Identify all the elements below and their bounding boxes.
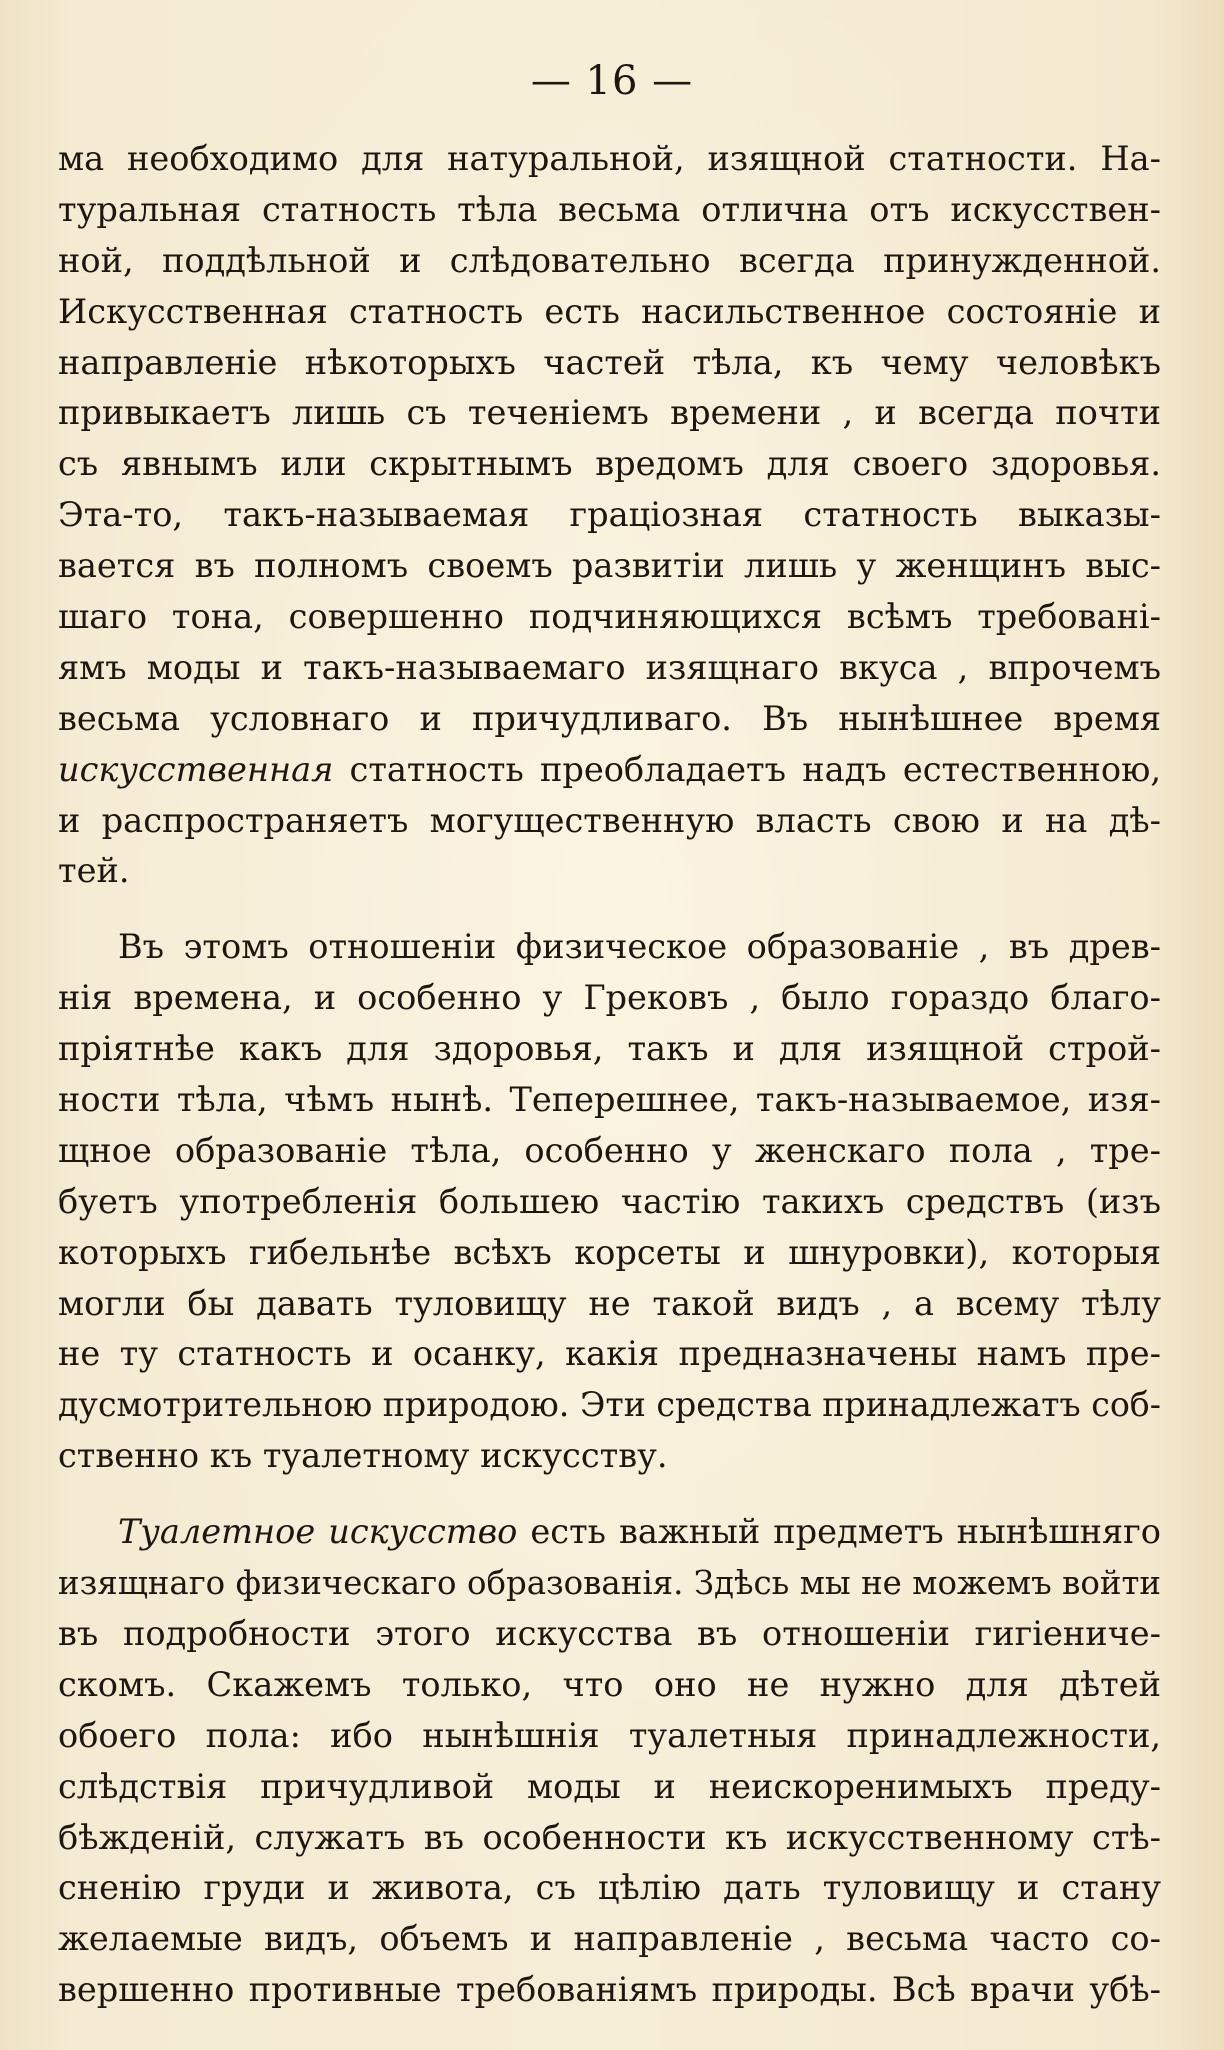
text-line: туральная статность тѣла весьма отлична отъ искусствен- xyxy=(58,189,1161,229)
text-line: нія времена, и особенно у Грековъ , было гораздо благо- xyxy=(58,978,1161,1018)
text-span: статность преобладаетъ надъ естественною, xyxy=(349,749,1161,789)
text-line: и распространяетъ могущественную власть свою и на дѣ- xyxy=(58,800,1161,840)
text-line: вершенно противные требованіямъ природы. Всѣ врачи убѣ- xyxy=(58,1970,1161,2010)
text-line: тей. xyxy=(58,851,130,891)
text-line: которыхъ гибельнѣе всѣхъ корсеты и шнуровки), которыя xyxy=(58,1232,1161,1272)
text-line: ямъ моды и такъ-называемаго изящнаго вкуса , впрочемъ xyxy=(58,647,1161,687)
text-line: ственно къ туалетному искусству. xyxy=(58,1436,668,1476)
text-line: Въ этомъ отношеніи физическое образованіе , въ древ- xyxy=(118,927,1161,967)
text-line: ма необходимо для натуральной, изящной статности. На- xyxy=(58,139,1161,178)
text-line: весьма условнаго и причудливаго. Въ нынѣшнее время xyxy=(58,698,1161,738)
text-line: обоего пола: ибо нынѣшнія туалетныя принадлежности, xyxy=(58,1715,1161,1755)
text-line: могли бы давать туловищу не такой видъ , а всему тѣлу xyxy=(58,1283,1161,1323)
text-line: пріятнѣе какъ для здоровья, такъ и для изящной строй- xyxy=(58,1029,1161,1069)
paragraph-2 xyxy=(58,922,1161,1482)
paragraph-1 xyxy=(58,134,1161,897)
text-line: привыкаетъ лишь съ теченіемъ времени , и всегда почти xyxy=(58,393,1161,433)
text-line: Искусственная статность есть насильственное состояніе и xyxy=(58,291,1161,331)
text-line: бѣжденій, служатъ въ особенности къ искусственному стѣ- xyxy=(58,1817,1161,1857)
text-line: щное образованіе тѣла, особенно у женскаго пола , тре- xyxy=(58,1130,1161,1170)
text-line: ности тѣла, чѣмъ нынѣ. Теперешнее, такъ-называемое, изя- xyxy=(58,1080,1161,1120)
text-line: вается въ полномъ своемъ развитіи лишь у женщинъ выс- xyxy=(58,546,1161,586)
page-number: — 16 — xyxy=(530,58,694,104)
text-line: не ту статность и осанку, какія предназначены намъ пре- xyxy=(58,1334,1161,1374)
text-line: въ подробности этого искусства въ отношеніи гигіеничe- xyxy=(58,1613,1161,1653)
text-line: сненію груди и живота, съ цѣлію дать туловищу и стану xyxy=(58,1868,1161,1908)
text-line: ной, поддѣльной и слѣдовательно всегда принужденной. xyxy=(58,240,1161,280)
text-line: слѣдствія причудливой моды и неискоренимыхъ преду- xyxy=(58,1766,1161,1806)
text-line: изящнаго физическаго образованія. Здѣсь мы не можемъ войти xyxy=(58,1564,1161,1603)
text-line: скомъ. Скажемъ только, что оно не нужно для дѣтей xyxy=(58,1664,1161,1704)
text-line: съ явнымъ или скрытнымъ вредомъ для своего здоровья. xyxy=(58,444,1161,484)
text-span: есть важный предметъ нынѣшняго xyxy=(530,1512,1161,1552)
text-line-with-italic xyxy=(58,745,1161,796)
text-line: желаемые видъ, объемъ и направленіе , весьма часто со- xyxy=(58,1919,1161,1959)
italic-term: Туалетное искусство xyxy=(118,1512,518,1552)
text-line: буетъ употребленія большею частію такихъ средствъ (изъ xyxy=(58,1181,1161,1221)
italic-term: искусственная xyxy=(58,749,334,789)
text-line: направленіе нѣкоторыхъ частей тѣла, къ чему человѣкъ xyxy=(58,342,1161,382)
text-line: шаго тона, совершенно подчиняющихся всѣмъ требовані- xyxy=(58,597,1161,637)
text-line: Эта-то, такъ-называемая граціозная статность выказы- xyxy=(58,495,1161,535)
text-line-with-italic xyxy=(58,1507,1161,1558)
paragraph-3 xyxy=(58,1507,1161,2016)
text-line: дусмотрительною природою. Эти средства принадлежатъ соб- xyxy=(58,1385,1161,1425)
page-body xyxy=(58,134,1161,2016)
